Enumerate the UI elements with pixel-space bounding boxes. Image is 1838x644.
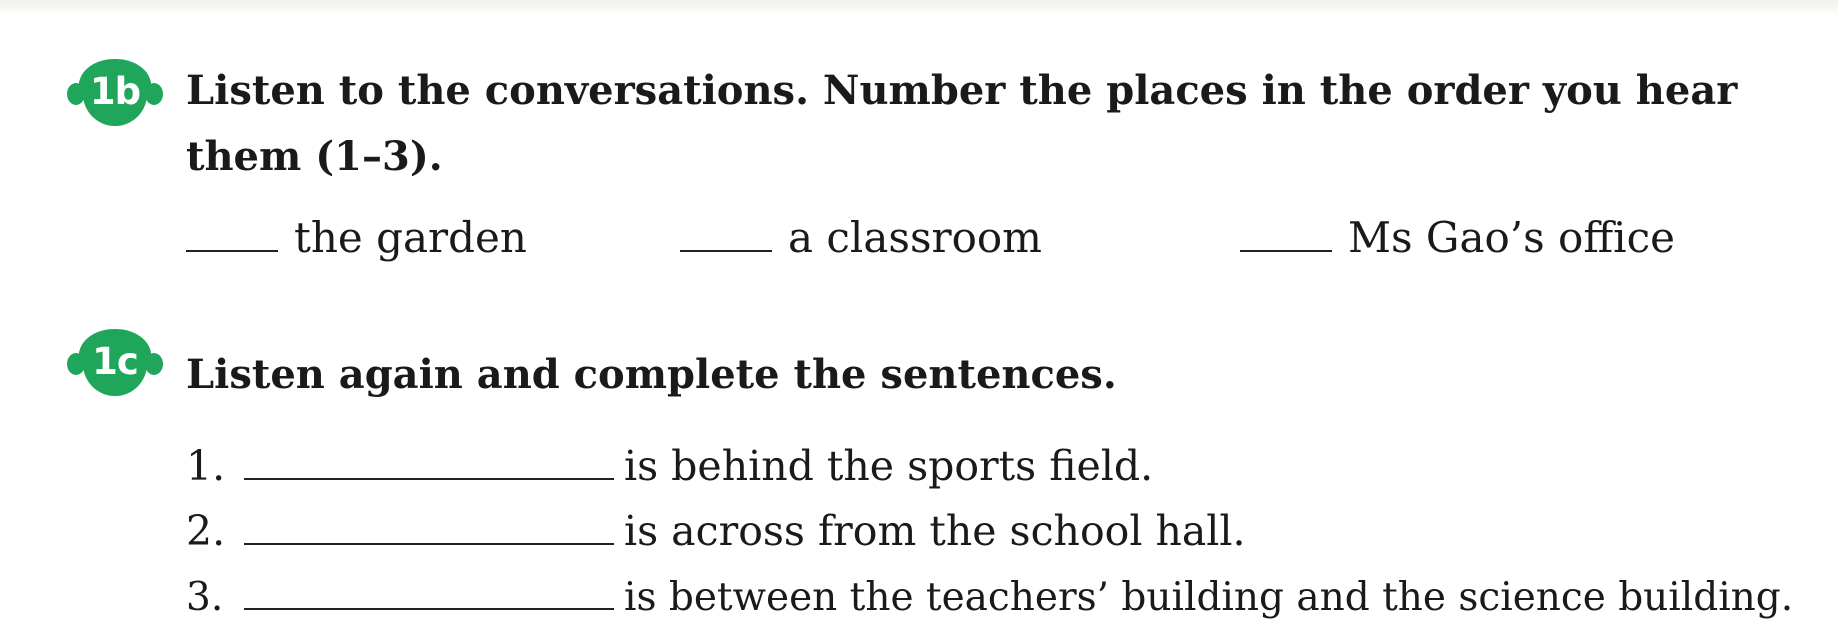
badge-label: 1b	[89, 70, 141, 113]
answer-blank[interactable]	[1240, 210, 1332, 252]
sentence-item-1	[186, 438, 1153, 498]
option-a-classroom	[680, 210, 1042, 270]
option-the-garden	[186, 210, 527, 270]
sentence-item-3	[186, 568, 1793, 628]
sentence-text: is between the teachers’ building and the science building.	[624, 575, 1794, 620]
answer-blank[interactable]	[680, 210, 772, 252]
answer-blank[interactable]	[244, 568, 614, 610]
instruction-1b: Listen to the conversations. Number the places in the order you hear them (1–3).	[186, 67, 1738, 180]
instruction-1c: Listen again and complete the sentences.	[186, 351, 1117, 398]
badge-label: 1c	[92, 340, 138, 383]
sentence-text: is behind the sports field.	[624, 442, 1154, 490]
sentence-text: is across from the school hall.	[624, 507, 1246, 555]
exercise-badge-1b	[60, 38, 170, 128]
option-ms-gaos-office	[1240, 210, 1675, 270]
item-number: 2.	[186, 507, 226, 555]
answer-blank[interactable]	[244, 503, 614, 545]
page-top-edge	[0, 0, 1838, 16]
option-label: a classroom	[788, 213, 1042, 262]
exercise-badge-1c	[60, 308, 170, 398]
option-label: Ms Gao’s office	[1348, 213, 1675, 262]
item-number: 3.	[186, 575, 224, 620]
option-label: the garden	[294, 213, 527, 262]
sentence-item-2	[186, 503, 1246, 563]
item-number: 1.	[186, 442, 226, 490]
answer-blank[interactable]	[244, 438, 614, 480]
answer-blank[interactable]	[186, 210, 278, 252]
